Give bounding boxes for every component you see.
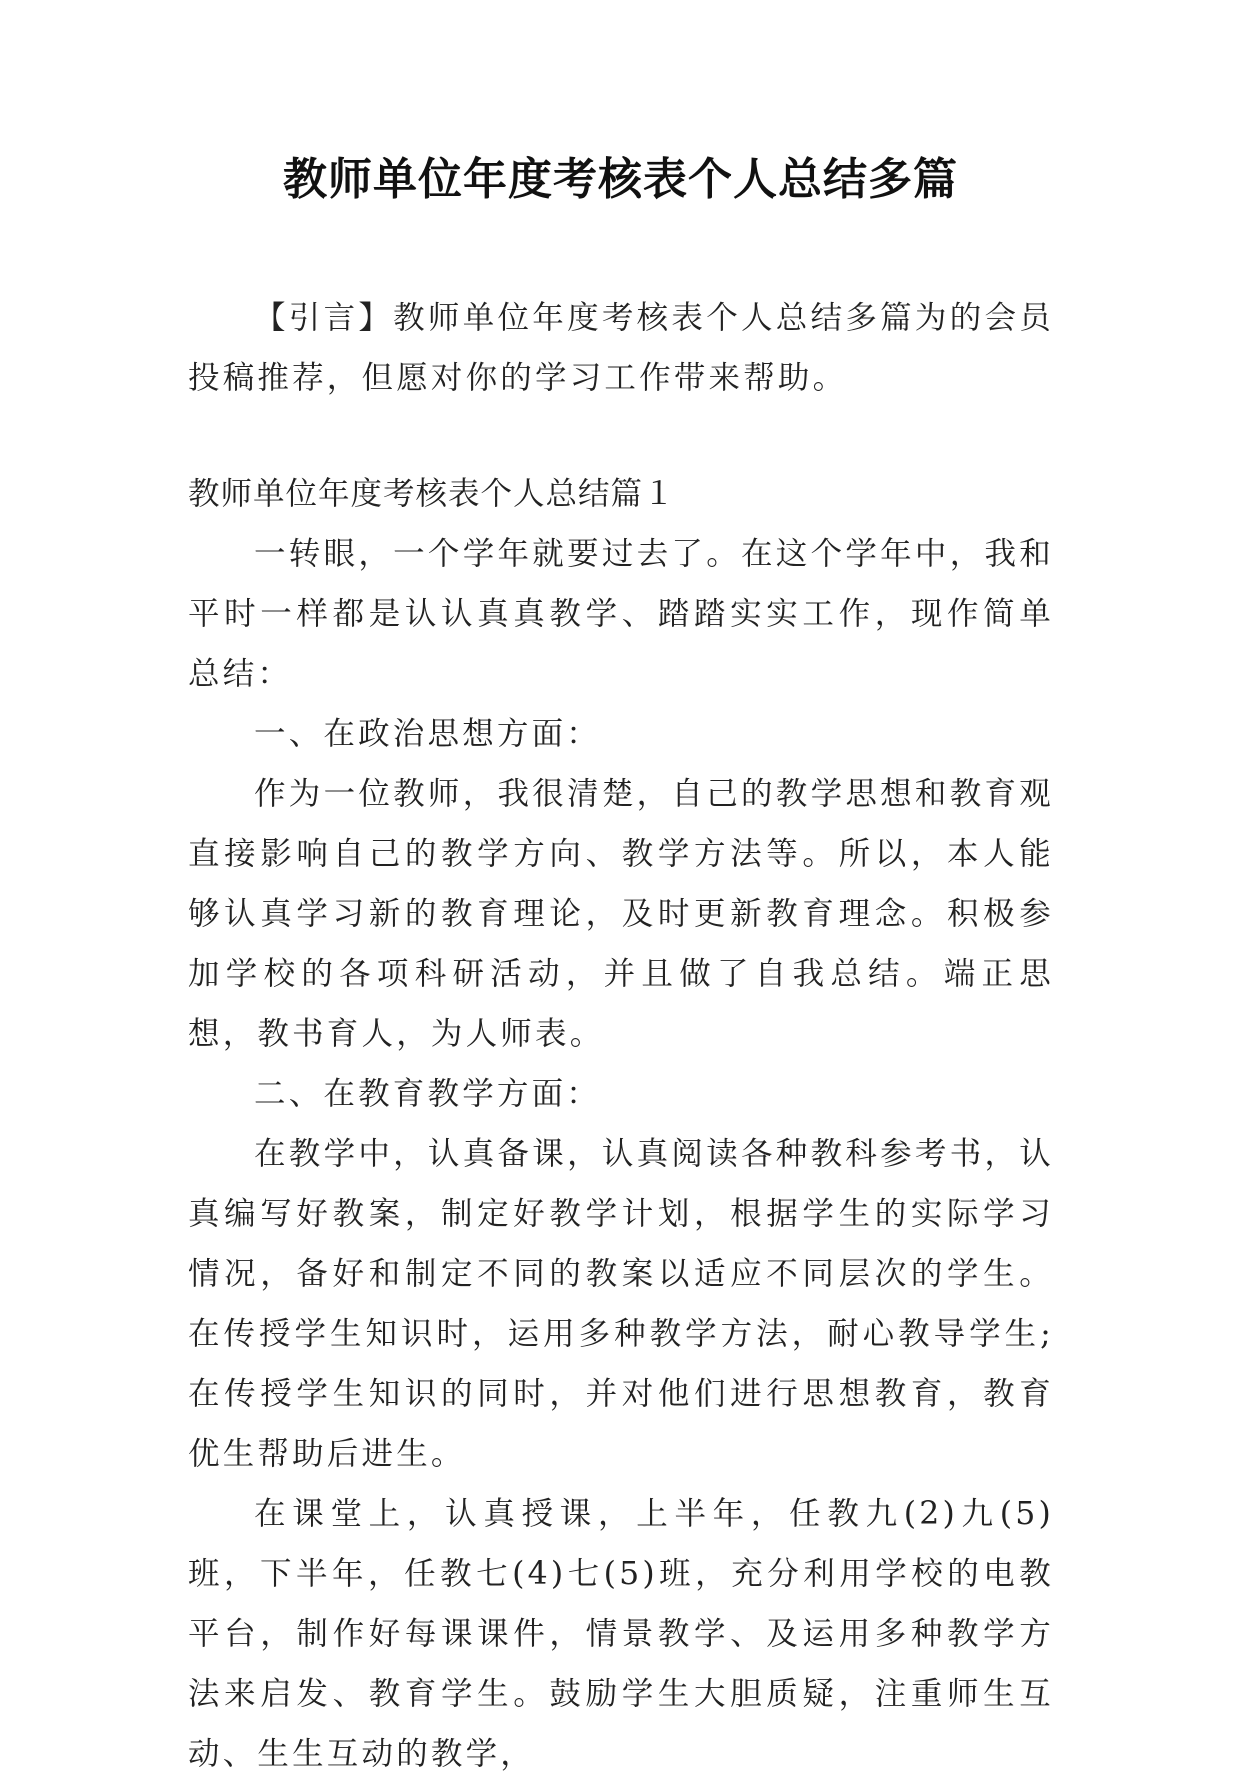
body-paragraph: 在课堂上，认真授课，上半年，任教九(2)九(5)班，下半年，任教七(4)七(5)班，充分利用学校的电教平台，制作好每课课件，情景教学、及运用多种教学方法来启发、教育学生。鼓励学生大胆质疑，注重师生互动、生生互动的教学， <box>188 1496 1054 1772</box>
section-heading: 教师单位年度考核表个人总结篇１ <box>188 476 676 512</box>
body-paragraph: 一转眼，一个学年就要过去了。在这个学年中，我和平时一样都是认认真真教学、踏踏实实工作，现作简单总结： <box>188 536 1054 692</box>
body-paragraph: 在教学中，认真备课，认真阅读各种教科参考书，认真编写好教案，制定好教学计划，根据学生的实际学习情况，备好和制定不同的教案以适应不同层次的学生。在传授学生知识时，运用多种教学方法，耐心教导学生;在传授学生知识的同时，并对他们进行思想教育，教育优生帮助后进生。 <box>188 1136 1054 1472</box>
intro-paragraph: 【引言】教师单位年度考核表个人总结多篇为的会员投稿推荐，但愿对你的学习工作带来帮助。 <box>188 300 1054 396</box>
body-paragraph: 作为一位教师，我很清楚，自己的教学思想和教育观直接影响自己的教学方向、教学方法等。所以，本人能够认真学习新的教育理论，及时更新教育理念。积极参加学校的各项科研活动，并且做了自我总结。端正思想，教书育人，为人师表。 <box>188 776 1054 1052</box>
subheading-teaching: 二、在教育教学方面： <box>254 1076 602 1112</box>
document-title: 教师单位年度考核表个人总结多篇 <box>283 154 958 205</box>
subheading-politics: 一、在政治思想方面： <box>254 716 602 752</box>
document-body <box>188 288 1054 1784</box>
